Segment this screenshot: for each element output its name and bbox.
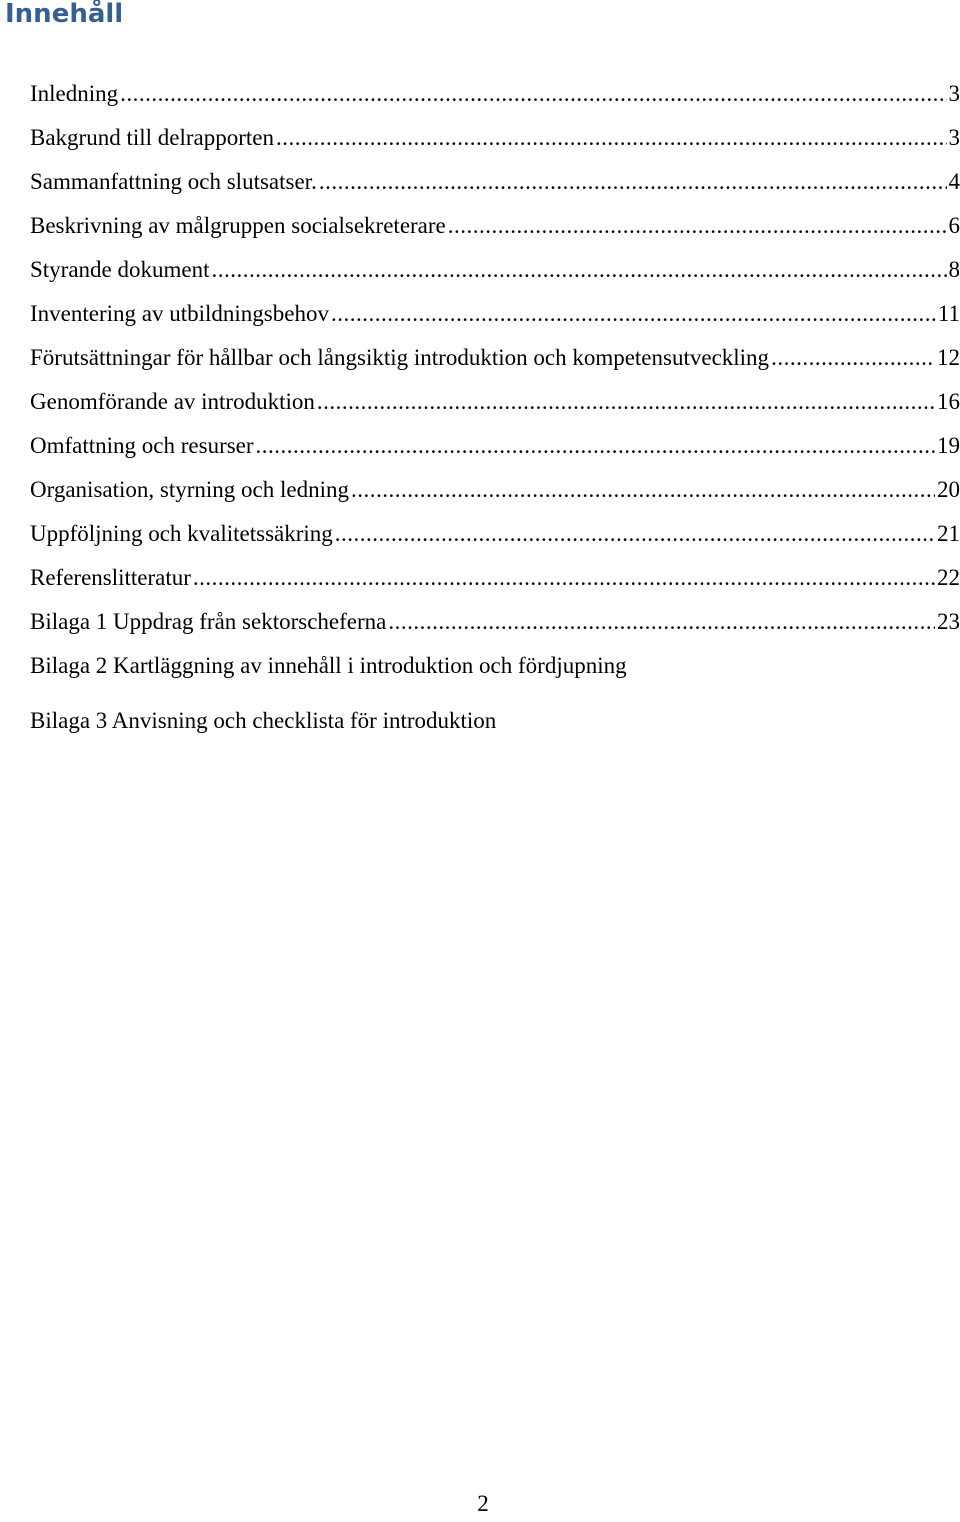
toc-entry-title: Omfattning och resurser: [30, 428, 254, 464]
dot-leader: [388, 604, 935, 640]
toc-entry[interactable]: [30, 604, 960, 648]
page-title: Innehåll: [5, 0, 123, 32]
toc-entry[interactable]: [30, 472, 960, 516]
toc-entry-page: 3: [949, 76, 960, 112]
dot-leader: [448, 208, 947, 244]
toc-entry[interactable]: [30, 76, 960, 120]
toc-entry-page: 6: [949, 208, 960, 244]
toc-entry-title: Bilaga 1 Uppdrag från sektorscheferna: [30, 604, 386, 640]
toc-entry-title: Uppföljning och kvalitetssäkring: [30, 516, 333, 552]
dot-leader: [317, 384, 935, 420]
appendix-line: Bilaga 2 Kartläggning av innehåll i introduktion och fördjupning: [30, 648, 627, 684]
dot-leader: [331, 296, 936, 332]
toc-entry-title: Förutsättningar för hållbar och långsiktig introduktion och kompetensutveckling: [30, 340, 769, 376]
toc-entry[interactable]: [30, 208, 960, 252]
toc-entry-page: 21: [937, 516, 960, 552]
toc-entry-title: Inventering av utbildningsbehov: [30, 296, 329, 332]
dot-leader: [351, 472, 935, 508]
page-number: 2: [0, 1486, 960, 1522]
toc-entry-title: Genomförande av introduktion: [30, 384, 315, 420]
toc-entry-page: 20: [937, 472, 960, 508]
toc-entry[interactable]: [30, 164, 960, 208]
toc-entry-page: 16: [937, 384, 960, 420]
toc-entry-page: 22: [937, 560, 960, 596]
toc-entry-page: 4: [949, 164, 960, 200]
toc-entry[interactable]: [30, 428, 960, 472]
toc-entry-title: Styrande dokument: [30, 252, 210, 288]
toc-entry-page: 8: [949, 252, 960, 288]
toc-entry-page: 23: [937, 604, 960, 640]
toc-entry[interactable]: [30, 516, 960, 560]
toc-entry[interactable]: [30, 384, 960, 428]
appendix-line: Bilaga 3 Anvisning och checklista för introduktion: [30, 703, 496, 739]
dot-leader: [256, 428, 935, 464]
table-of-contents: [30, 76, 960, 648]
toc-entry[interactable]: [30, 560, 960, 604]
toc-entry-title: Beskrivning av målgruppen socialsekreterare: [30, 208, 446, 244]
toc-entry-title: Organisation, styrning och ledning: [30, 472, 349, 508]
dot-leader: [193, 560, 935, 596]
toc-entry[interactable]: [30, 252, 960, 296]
toc-entry-page: 12: [937, 340, 960, 376]
toc-entry-title: Sammanfattning och slutsatser.: [30, 164, 317, 200]
toc-entry[interactable]: [30, 120, 960, 164]
dot-leader: [771, 340, 935, 376]
dot-leader: [120, 76, 946, 112]
toc-entry[interactable]: [30, 296, 960, 340]
toc-entry-page: 11: [938, 296, 960, 332]
dot-leader: [276, 120, 947, 156]
toc-entry-title: Bakgrund till delrapporten: [30, 120, 274, 156]
toc-entry-page: 19: [937, 428, 960, 464]
dot-leader: [335, 516, 935, 552]
toc-entry-title: Referenslitteratur: [30, 560, 191, 596]
dot-leader: [319, 164, 947, 200]
toc-entry-title: Inledning: [30, 76, 118, 112]
toc-entry[interactable]: [30, 340, 960, 384]
dot-leader: [212, 252, 947, 288]
toc-entry-page: 3: [949, 120, 960, 156]
